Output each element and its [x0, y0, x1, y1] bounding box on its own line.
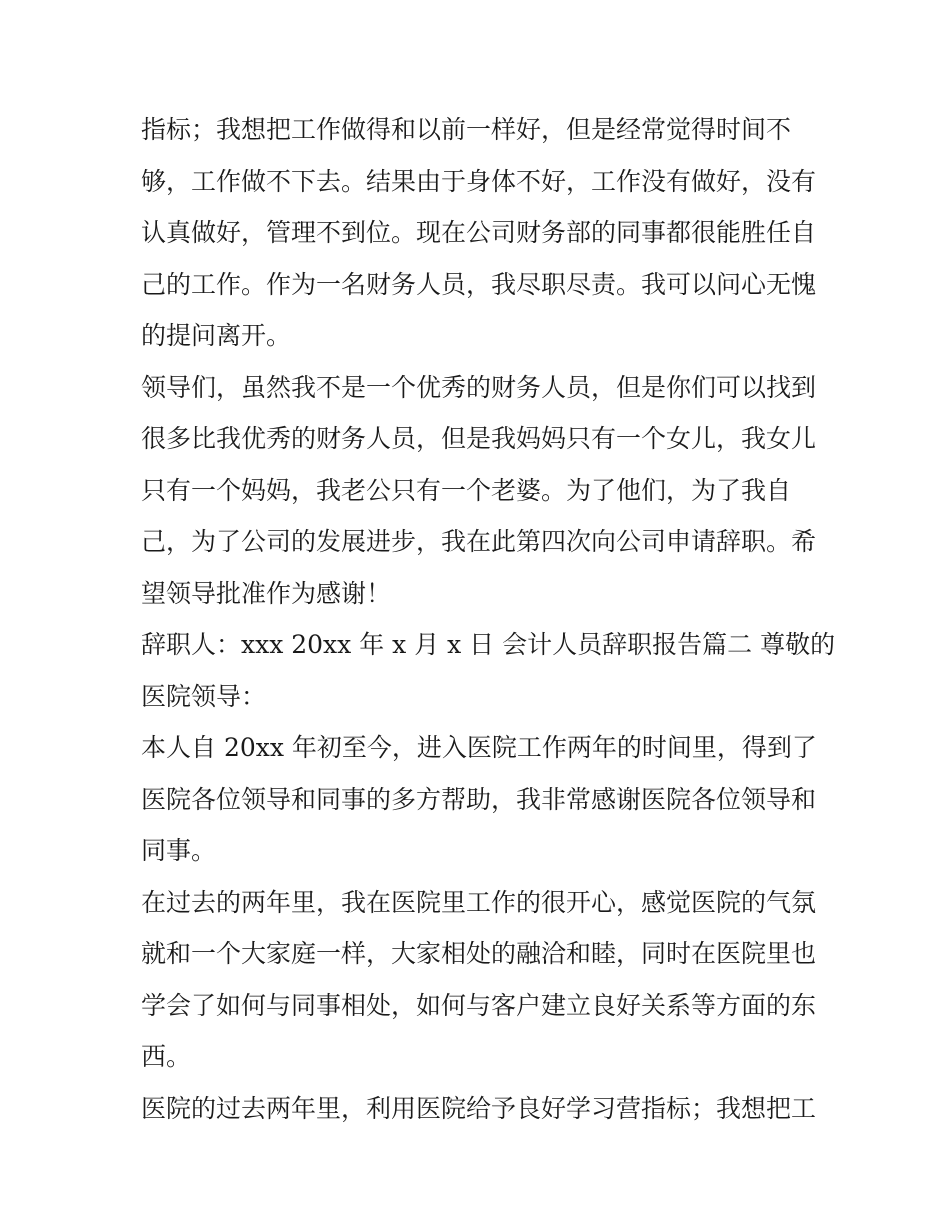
text-line: 只有一个妈妈，我老公只有一个老婆。为了他们，为了我自 [141, 475, 792, 505]
text-line: 够，工作做不下去。结果由于身体不好，工作没有做好，没有 [141, 166, 817, 196]
text-line: 己的工作。作为一名财务人员，我尽职尽责。我可以问心无愧 [141, 269, 817, 299]
text-line: 辞职人：xxx 20xx 年 x 月 x 日 会计人员辞职报告篇二 尊敬的 [141, 630, 836, 659]
text-line: 在过去的两年里，我在医院里工作的很开心，感觉医院的气氛 [141, 887, 817, 917]
text-line: 医院的过去两年里，利用医院给予良好学习营指标；我想把工 [141, 1093, 817, 1123]
document-body [141, 104, 836, 1134]
text-line: 望领导批准作为感谢！ [141, 578, 392, 608]
text-line: 学会了如何与同事相处，如何与客户建立良好关系等方面的东 [141, 990, 817, 1020]
text-line: 医院各位领导和同事的多方帮助，我非常感谢医院各位领导和 [141, 784, 817, 814]
text-line: 指标；我想把工作做得和以前一样好，但是经常觉得时间不 [141, 115, 792, 144]
text-line: 领导们，虽然我不是一个优秀的财务人员，但是你们可以找到 [141, 372, 817, 402]
text-line: 同事。 [141, 836, 217, 865]
text-line: 西。 [141, 1042, 192, 1071]
text-line: 己，为了公司的发展进步，我在此第四次向公司申请辞职。希 [141, 527, 817, 556]
text-line: 本人自 20xx 年初至今，进入医院工作两年的时间里，得到了 [141, 733, 817, 762]
text-line: 很多比我优秀的财务人员，但是我妈妈只有一个女儿，我女儿 [141, 424, 817, 453]
text-line: 的提问离开。 [141, 321, 292, 350]
text-line: 医院领导： [141, 681, 267, 711]
text-line: 就和一个大家庭一样，大家相处的融洽和睦，同时在医院里也 [141, 939, 817, 968]
text-line: 认真做好，管理不到位。现在公司财务部的同事都很能胜任自 [141, 218, 817, 247]
